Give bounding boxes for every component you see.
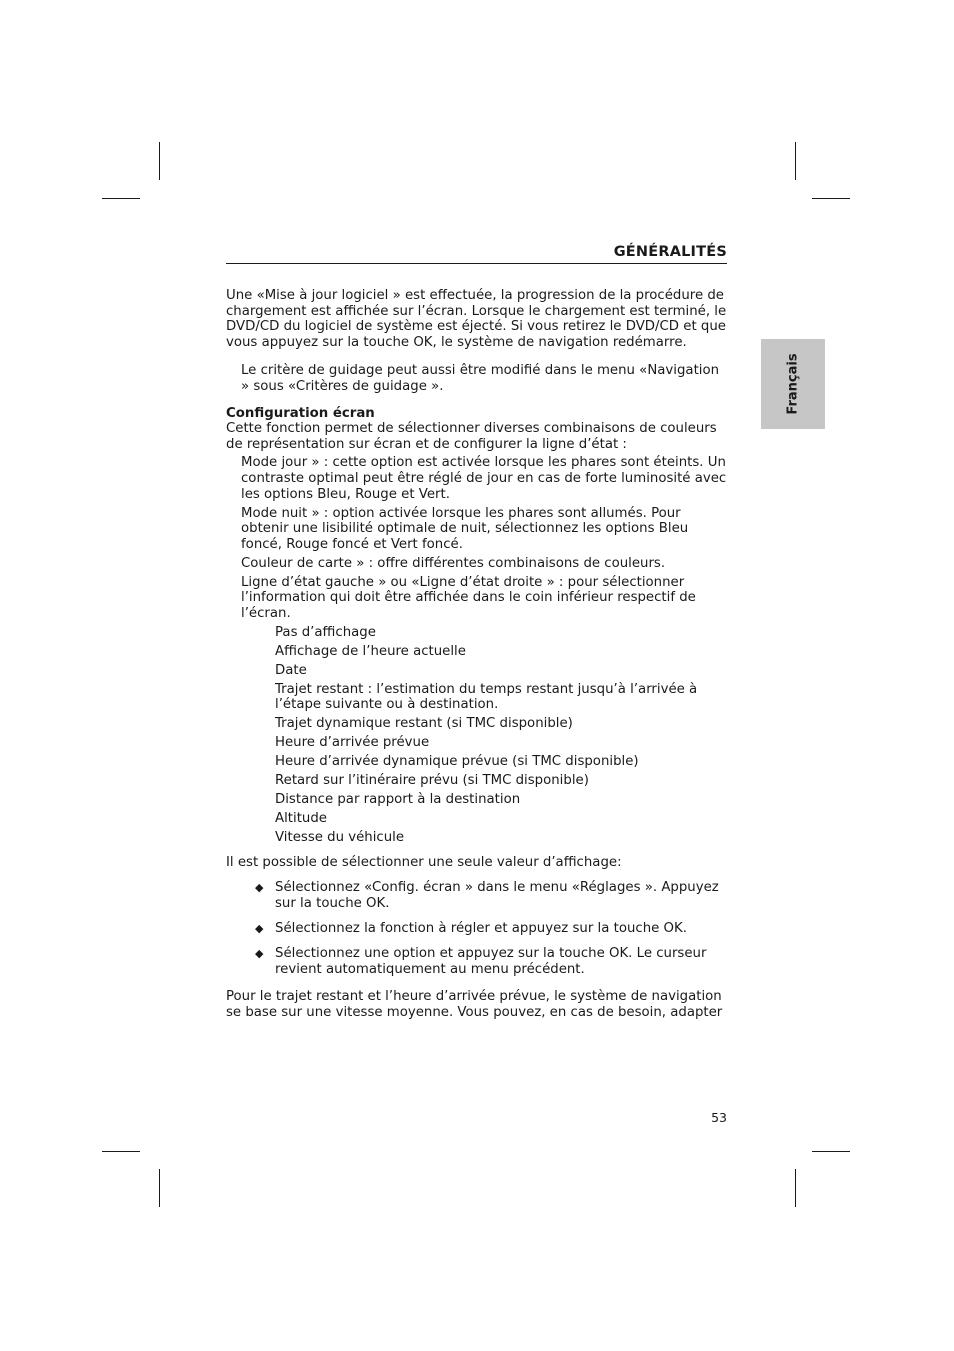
diamond-bullet-icon: ◆ bbox=[255, 881, 264, 895]
intro-paragraph: Une «Mise à jour logiciel » est effectuée, la progression de la procédure de chargement est affichée sur l’écran. Lorsque le chargement est terminé, le DVD/CD du logiciel de système est éjecté. Si vous retirez le DVD/CD et que vous appuyez sur la touche OK, le système de navigation redémarre. bbox=[226, 288, 727, 350]
list-item: Retard sur l’itinéraire prévu (si TMC disponible) bbox=[275, 773, 589, 789]
list-item: Heure d’arrivée dynamique prévue (si TMC disponible) bbox=[275, 754, 639, 770]
page-content bbox=[226, 288, 728, 1021]
list-item: Date bbox=[275, 662, 307, 678]
list-item: Pas d’affichage bbox=[275, 624, 376, 640]
crop-mark-top-right-horizontal bbox=[812, 198, 850, 199]
list-item: Mode nuit » : option activée lorsque les phares sont allumés. Pour obtenir une lisibilité optimale de nuit, sélectionnez les options Bleu foncé, Rouge foncé et Vert foncé. bbox=[241, 505, 689, 552]
crop-mark-top-left-vertical bbox=[159, 142, 160, 180]
list-item: Affichage de l’heure actuelle bbox=[275, 643, 466, 659]
step-item bbox=[226, 946, 728, 977]
crop-mark-bottom-left-horizontal bbox=[102, 1151, 140, 1152]
header-rule bbox=[226, 263, 727, 264]
language-side-tab-label: Français bbox=[785, 353, 801, 415]
closing-paragraph: Pour le trajet restant et l’heure d’arrivée prévue, le système de navigation se base sur une vitesse moyenne. Vous pouvez, en cas de besoin, adapter bbox=[226, 989, 723, 1021]
guidance-note: Le critère de guidage peut aussi être modifié dans le menu «Navigation » sous «Critères de guidage ». bbox=[241, 363, 720, 394]
step-item bbox=[226, 880, 728, 911]
status-line-options-list bbox=[226, 625, 728, 846]
list-item: Trajet dynamique restant (si TMC disponible) bbox=[275, 716, 573, 732]
list-item: Altitude bbox=[275, 811, 327, 827]
crop-mark-top-right-vertical bbox=[795, 142, 796, 180]
crop-mark-top-left-horizontal bbox=[102, 198, 140, 199]
section-heading: Configuration écran bbox=[226, 405, 375, 421]
step-text: Sélectionnez la fonction à régler et appuyez sur la touche OK. bbox=[275, 920, 687, 936]
page-number: 53 bbox=[711, 1110, 727, 1125]
list-item: Ligne d’état gauche » ou «Ligne d’état droite » : pour sélectionner l’information qui doit être affichée dans le coin inférieur respectif de l’écran. bbox=[241, 574, 696, 621]
step-item bbox=[226, 921, 728, 937]
language-side-tab bbox=[761, 339, 825, 429]
list-item: Trajet restant : l’estimation du temps restant jusqu’à l’arrivée à l’étape suivante ou à destination. bbox=[275, 681, 698, 713]
crop-mark-bottom-right-horizontal bbox=[812, 1151, 850, 1152]
list-item: Mode jour » : cette option est activée lorsque les phares sont éteints. Un contraste optimal peut être réglé de jour en cas de forte luminosité avec les options Bleu, Rouge et Vert. bbox=[241, 455, 727, 502]
list-item: Couleur de carte » : offre différentes combinaisons de couleurs. bbox=[241, 555, 666, 571]
page-header-title: GÉNÉRALITÉS bbox=[613, 244, 727, 260]
crop-mark-bottom-right-vertical bbox=[795, 1169, 796, 1207]
section-intro: Cette fonction permet de sélectionner diverses combinaisons de couleurs de représentation sur écran et de configurer la ligne d’état : bbox=[226, 421, 717, 452]
step-text: Sélectionnez une option et appuyez sur la touche OK. Le curseur revient automatiquement au menu précédent. bbox=[275, 946, 707, 977]
list-item: Vitesse du véhicule bbox=[275, 830, 405, 846]
step-text: Sélectionnez «Config. écran » dans le menu «Réglages ». Appuyez sur la touche OK. bbox=[275, 880, 719, 912]
diamond-bullet-icon: ◆ bbox=[255, 947, 264, 961]
single-value-note: Il est possible de sélectionner une seule valeur d’affichage: bbox=[226, 854, 622, 870]
crop-mark-bottom-left-vertical bbox=[159, 1169, 160, 1207]
list-item: Heure d’arrivée prévue bbox=[275, 735, 430, 751]
display-settings-list bbox=[226, 455, 728, 621]
list-item: Distance par rapport à la destination bbox=[275, 792, 521, 808]
diamond-bullet-icon: ◆ bbox=[255, 921, 264, 935]
